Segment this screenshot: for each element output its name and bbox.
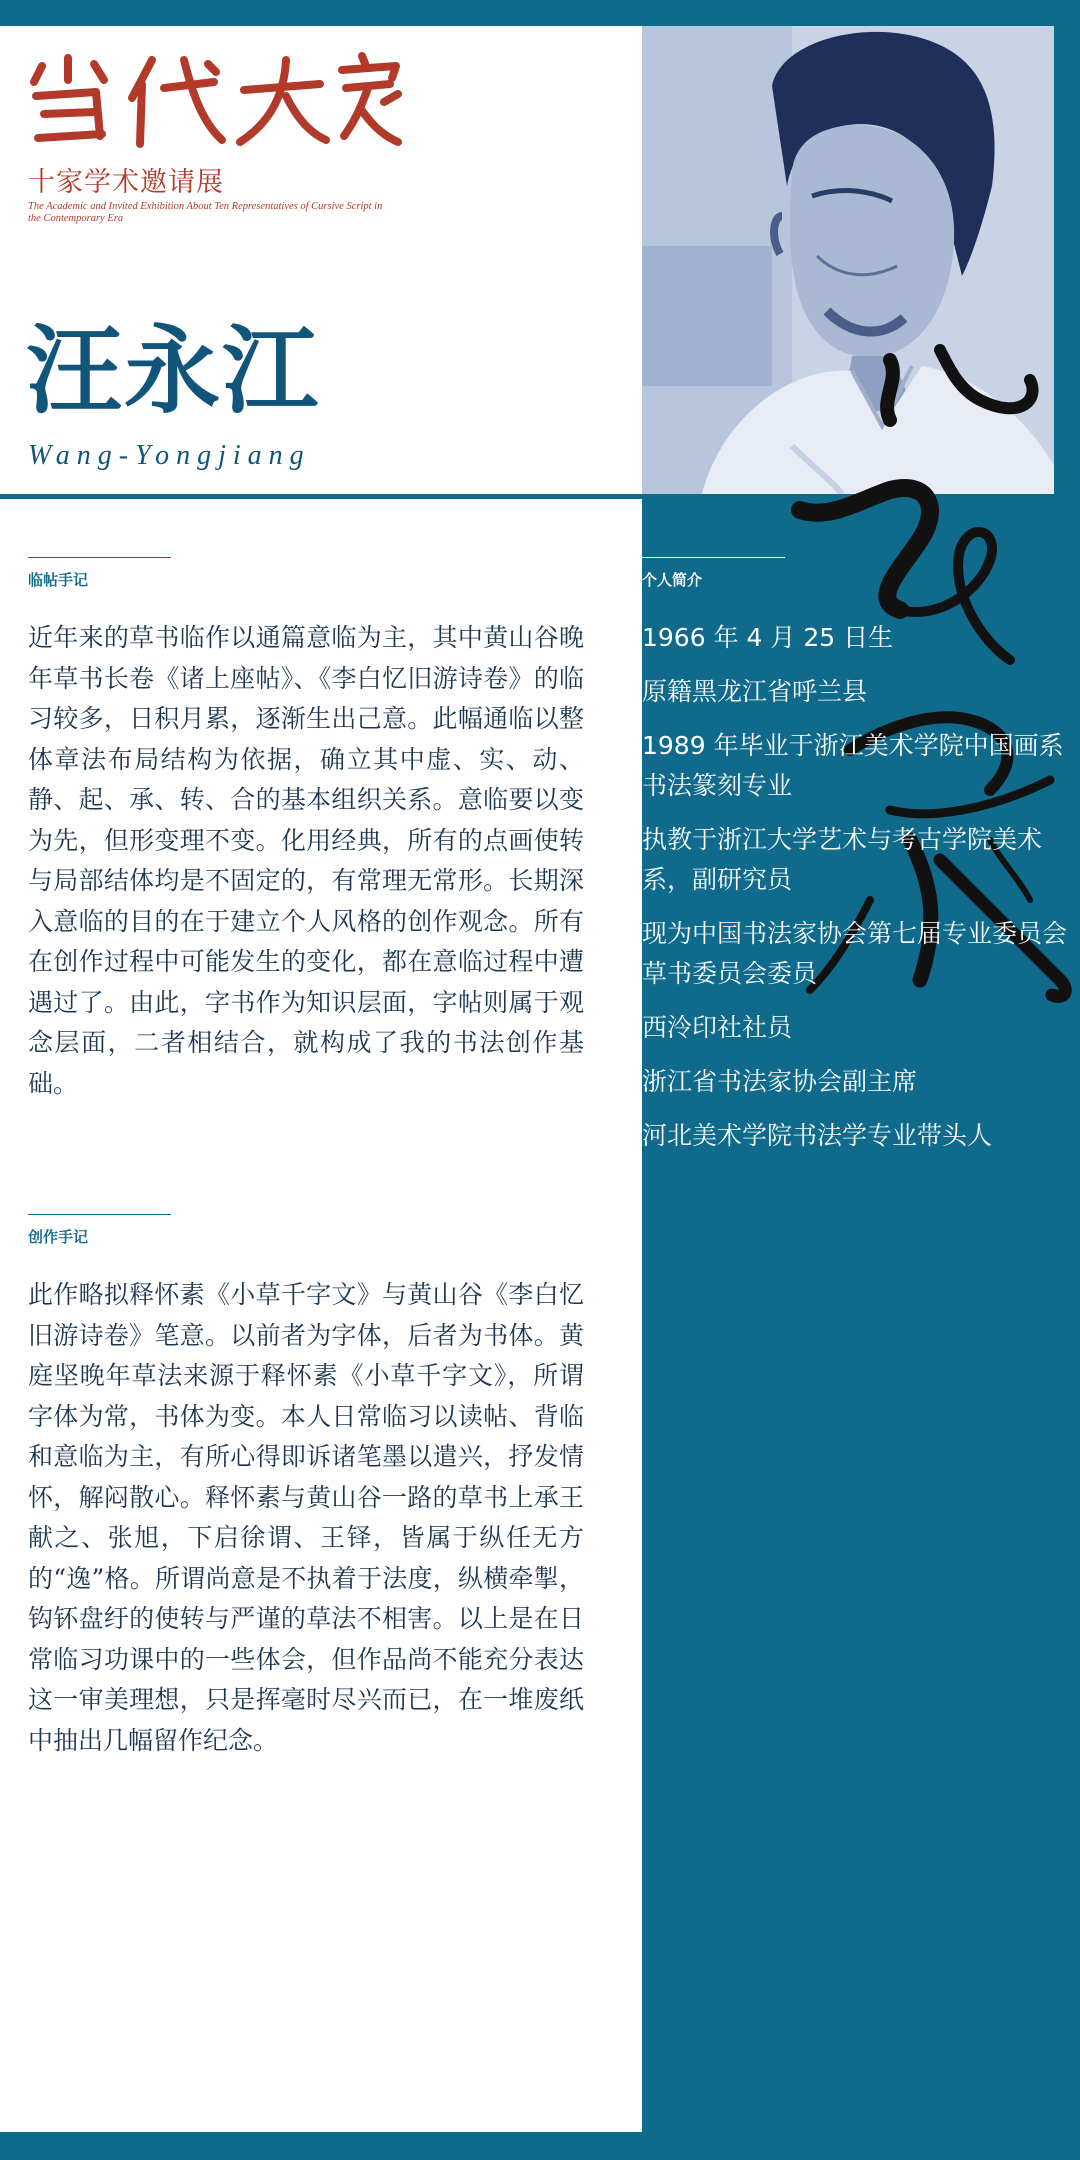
- bio-item: 1966 年 4 月 25 日生: [642, 623, 894, 652]
- exhibition-logo-calligraphy: [24, 52, 404, 148]
- creation-notes-heading: 创作手记: [28, 1228, 89, 1246]
- exhibition-subtitle: 十家学术邀请展: [28, 167, 224, 198]
- bio-item: 河北美术学院书法学专业带头人: [642, 1121, 993, 1150]
- bio-heading: 个人简介: [642, 571, 703, 589]
- bio-item: 1989 年毕业于浙江美术学院中国画系书法篆刻专业: [642, 731, 1064, 800]
- bio-rule: [642, 557, 785, 558]
- artist-name-english: Wang-Yongjiang: [28, 440, 311, 471]
- bio-item: 浙江省书法家协会副主席: [642, 1067, 918, 1096]
- header-divider: [0, 494, 642, 499]
- bio-item: 西泠印社社员: [642, 1013, 793, 1042]
- creation-notes-text: 此作略拟释怀素《小草千字文》与黄山谷《李白忆旧游诗卷》笔意。以前者为字体，后者为书体。黄庭坚晚年草法来源于释怀素《小草千字文》，所谓字体为常，书体为变。本人日常临习以读帖、背临和意临为主，有所心得即诉诸笔墨以遣兴，抒发情怀，解闷散心。释怀素与黄山谷一路的草书上承王献之、张旭，下启徐谓、王铎，皆属于纵任无方的“逸”格。所谓尚意是不执着于法度，纵横牵掣，钩钚盘纡的使转与严谨的草法不相害。以上是在日常临习功课中的一些体会，但作品尚不能充分表达这一审美理想，只是挥毫时尽兴而已，在一堆废纸中抽出几幅留作纪念。: [28, 1280, 584, 1755]
- bio-list: [642, 618, 1072, 1170]
- top-strip: [0, 0, 1080, 26]
- artist-name-chinese: 汪永江: [26, 314, 320, 427]
- copying-notes-heading: 临帖手记: [28, 571, 89, 589]
- bio-item: 现为中国书法家协会第七届专业委员会草书委员会委员: [642, 919, 1068, 988]
- copying-notes-rule: [28, 557, 171, 558]
- bio-item: 原籍黑龙江省呼兰县: [642, 677, 868, 706]
- bio-item: 执教于浙江大学艺术与考古学院美术系，副研究员: [642, 825, 1043, 894]
- copying-notes-text: 近年来的草书临作以通篇意临为主，其中黄山谷晚年草书长卷《诸上座帖》、《李白忆旧游诗卷》的临习较多，日积月累，逐渐生出己意。此幅通临以整体章法布局结构为依据，确立其中虚、实、动、静、起、承、转、合的基本组织关系。意临要以变为先，但形变理不变。化用经典，所有的点画使转与局部结体均是不固定的，有常理无常形。长期深入意临的目的在于建立个人风格的创作观念。所有在创作过程中可能发生的变化，都在意临过程中遭遇过了。由此，字书作为知识层面，字帖则属于观念层面，二者相结合，就构成了我的书法创作基础。: [28, 623, 584, 1098]
- creation-notes-rule: [28, 1214, 171, 1215]
- exhibition-english-title: The Academic and Invited Exhibition About Ten Representatives of Cursive Script in the Contemporary Era: [28, 201, 383, 224]
